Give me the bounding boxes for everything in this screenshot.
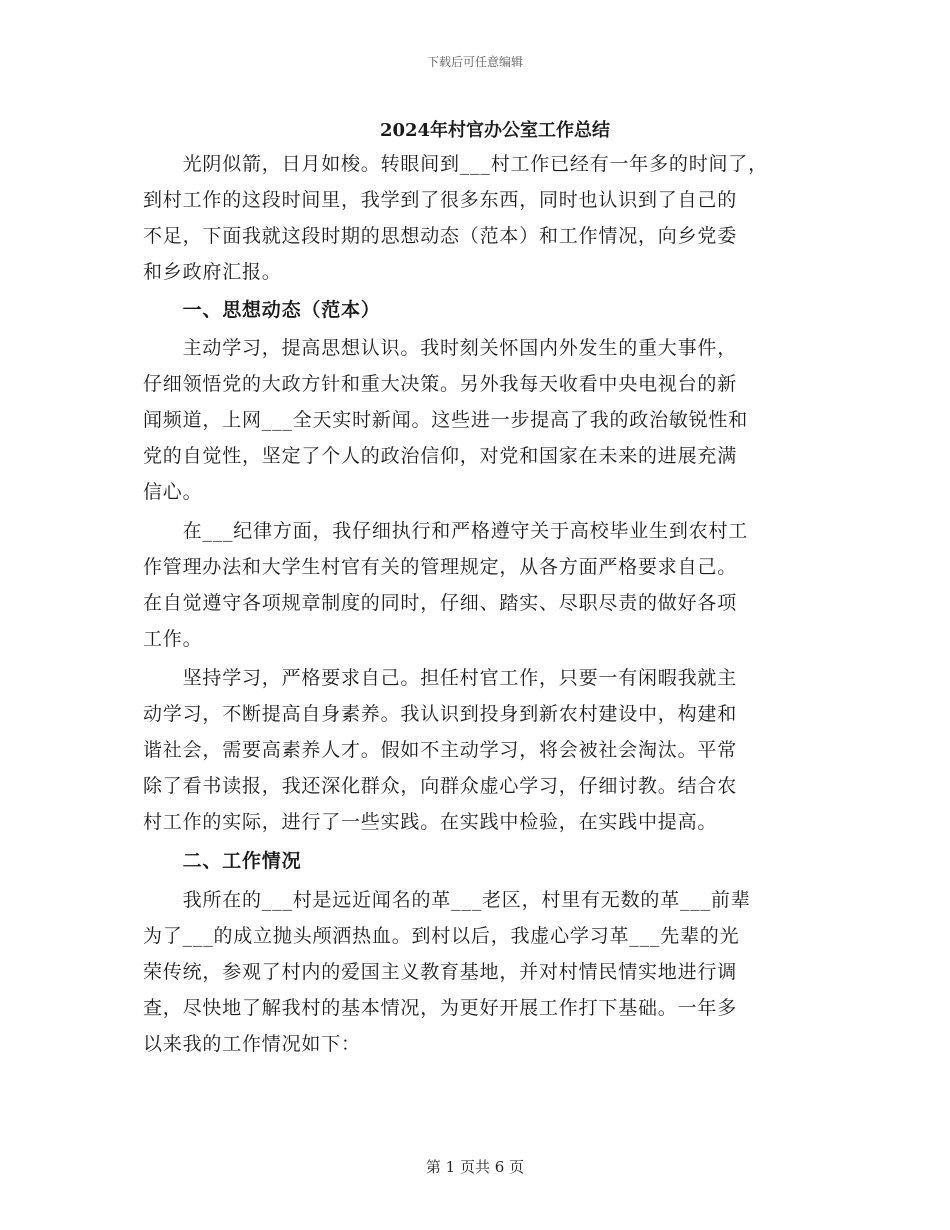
- paragraph-line: 坚持学习，严格要求自己。担任村官工作，只要一有闲暇我就主: [143, 667, 738, 689]
- paragraph-line: 为了___的成立抛头颅洒热血。到村以后，我虚心学习革___先辈的光: [143, 925, 740, 947]
- paragraph-line: 不足，下面我就这段时期的思想动态（范本）和工作情况，向乡党委: [143, 225, 738, 247]
- page-footer: 第 1 页共 6 页: [425, 1158, 525, 1176]
- paragraph-line: 查，尽快地了解我村的基本情况，为更好开展工作打下基础。一年多: [143, 997, 738, 1019]
- paragraph-line: 除了看书读报，我还深化群众，向群众虚心学习，仔细讨教。结合农: [143, 775, 738, 797]
- paragraph-line: 我所在的___村是远近闻名的革___老区，村里有无数的革___前辈: [143, 889, 751, 911]
- section-heading-work: 二、工作情况: [143, 850, 302, 872]
- paragraph-line: 在自觉遵守各项规章制度的同时，仔细、踏实、尽职尽责的做好各项: [143, 592, 738, 614]
- paragraph-line: 工作。: [143, 628, 203, 650]
- paragraph-line: 在___纪律方面，我仔细执行和严格遵守关于高校毕业生到农村工: [143, 520, 749, 542]
- page-header: 下载后可任意编辑: [426, 55, 523, 69]
- paragraph-line: 荣传统，参观了村内的爱国主义教育基地，并对村情民情实地进行调: [143, 961, 738, 983]
- paragraph-line: 以来我的工作情况如下：: [143, 1033, 361, 1055]
- paragraph-line: 到村工作的这段时间里，我学到了很多东西，同时也认识到了自己的: [143, 189, 738, 211]
- paragraph-line: 主动学习，提高思想认识。我时刻关怀国内外发生的重大事件，: [143, 337, 738, 359]
- paragraph-line: 谐社会，需要高素养人才。假如不主动学习，将会被社会淘汰。平常: [143, 739, 738, 761]
- document-title: 2024年村官办公室工作总结: [379, 120, 611, 141]
- paragraph-line: 动学习，不断提高自身素养。我认识到投身到新农村建设中，构建和: [143, 703, 738, 725]
- paragraph-line: 作管理办法和大学生村官有关的管理规定，从各方面严格要求自己。: [143, 556, 738, 578]
- paragraph-line: 党的自觉性，坚定了个人的政治信仰，对党和国家在未来的进展充满: [143, 445, 738, 467]
- paragraph-line: 村工作的实际，进行了一些实践。在实践中检验，在实践中提高。: [143, 811, 718, 833]
- paragraph-line: 和乡政府汇报。: [143, 261, 282, 283]
- paragraph-line: 信心。: [143, 481, 203, 503]
- section-heading-thoughts: 一、思想动态（范本）: [143, 299, 381, 321]
- paragraph-line: 仔细领悟党的大政方针和重大决策。另外我每天收看中央电视台的新: [143, 373, 738, 395]
- paragraph-line: 闻频道，上网___全天实时新闻。这些进一步提高了我的政治敏锐性和: [143, 409, 749, 431]
- paragraph-line: 光阴似箭，日月如梭。转眼间到___村工作已经有一年多的时间了，: [143, 153, 768, 175]
